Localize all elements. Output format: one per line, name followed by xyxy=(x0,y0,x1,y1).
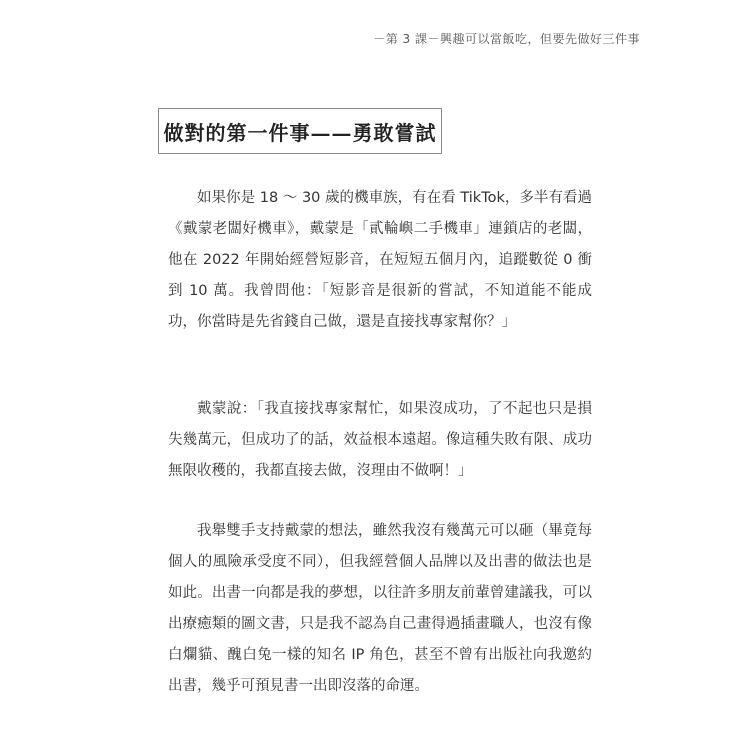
running-header: －第 3 課－興趣可以當飯吃，但要先做好三件事 xyxy=(373,32,640,46)
section-title-box xyxy=(158,108,442,154)
paragraph-3: 我舉雙手支持戴蒙的想法，雖然我沒有幾萬元可以砸（畢竟每個人的風險承受度不同），但我經營個人品牌以及出書的做法也是如此。出書一向都是我的夢想，以往許多朋友前輩曾建議我，可以出療癒類的圖文書，只是我不認為自己畫得過插畫職人，也沒有像白爛貓、醜白兔一樣的知名 IP 角色，甚至不曾有出版社向我邀約出書，幾乎可預見書一出即沒落的命運。 xyxy=(168,523,592,694)
paragraph-2: 戴蒙說：「我直接找專家幫忙，如果沒成功，了不起也只是損失幾萬元，但成功了的話，效益根本遠超。像這種失敗有限、成功無限收穫的，我都直接去做，沒理由不做啊！」 xyxy=(168,401,592,479)
section-title: 做對的第一件事——勇敢嘗試 xyxy=(163,120,437,145)
paragraph-1: 如果你是 18 ～ 30 歲的機車族，有在看 TikTok，多半有看過《戴蒙老闆好機車》，戴蒙是「貳輪嶼二手機車」連鎖店的老闆，他在 2022 年開始經營短影音，在短短五個月內，追蹤數從 0 衝到 10 萬。我曾問他：「短影音是很新的嘗試，不知道能不能成功，你當時是先省錢自己做，還是直接找專家幫你？」 xyxy=(168,190,592,330)
